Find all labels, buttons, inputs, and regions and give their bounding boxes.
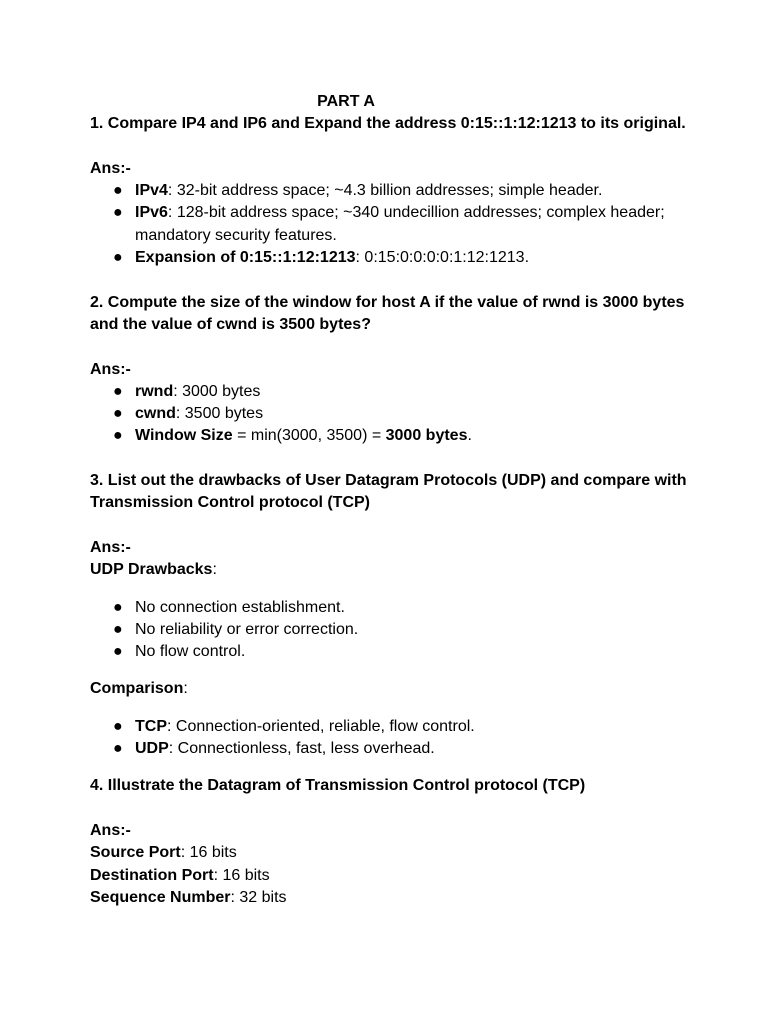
answer-label-2: Ans:-: [90, 360, 131, 378]
question-4: 4. Illustrate the Datagram of Transmission Control protocol (TCP): [90, 777, 586, 795]
udp-drawbacks-heading: UDP Drawbacks:: [90, 561, 217, 579]
comparison-list: [90, 716, 690, 761]
list-item: [90, 247, 690, 269]
list-item: [90, 425, 690, 447]
term-text: : 0:15:0:0:0:0:1:12:1213.: [355, 249, 530, 267]
comparison-heading: Comparison:: [90, 680, 188, 698]
list-item: ● No connection establishment.: [90, 597, 690, 619]
question-3: 3. List out the drawbacks of User Datagram Protocols (UDP) and compare with Transmission Control protocol (TCP): [90, 472, 687, 512]
term: Expansion of 0:15::1:12:1213: [135, 249, 356, 267]
bullet-icon: ●: [113, 740, 123, 758]
bullet-icon: ●: [113, 643, 123, 661]
page-title: PART A: [317, 93, 375, 110]
bullet-icon: ●: [113, 427, 123, 445]
answer-label-3: Ans:-: [90, 538, 131, 556]
list-item: [90, 202, 690, 247]
term: rwnd: [135, 382, 174, 400]
term: cwnd: [135, 405, 176, 423]
list-item: [90, 716, 690, 738]
bullet-icon: ●: [113, 405, 123, 423]
term-text: : 128-bit address space; ~340 undecillion addresses; complex header; mandatory security features.: [135, 204, 665, 244]
window-size-result: 3000 bytes: [385, 427, 468, 445]
term: IPv4: [135, 182, 168, 200]
list-item: [90, 381, 690, 403]
bullet-icon: ●: [113, 382, 123, 400]
term: IPv6: [135, 204, 168, 222]
term-text: : 3500 bytes: [175, 405, 264, 423]
term: UDP: [135, 740, 169, 758]
bullet-icon: ●: [113, 182, 123, 200]
list-item: ● No reliability or error correction.: [90, 619, 690, 641]
bullet-icon: ●: [113, 204, 123, 222]
question-2: 2. Compute the size of the window for host A if the value of rwnd is 3000 bytes and the value of cwnd is 3500 bytes?: [90, 293, 685, 333]
list-item: [90, 403, 690, 425]
term: Window Size: [135, 427, 233, 445]
list-item: ● No flow control.: [90, 641, 690, 663]
answer-label-1: Ans:-: [90, 159, 131, 177]
bullet-icon: ●: [113, 620, 123, 638]
tcp-field: Source Port: 16 bits: [90, 844, 237, 862]
bullet-icon: ●: [113, 598, 123, 616]
term-text: = min(3000, 3500) =: [232, 427, 386, 445]
bullet-icon: ●: [113, 717, 123, 735]
tcp-field: Sequence Number: 32 bits: [90, 888, 287, 906]
answer-label-4: Ans:-: [90, 821, 131, 839]
udp-drawbacks-list: [90, 597, 690, 664]
tcp-field: Destination Port: 16 bits: [90, 866, 270, 884]
term-text: : Connection-oriented, reliable, flow control.: [167, 717, 475, 735]
term-text: : 32-bit address space; ~4.3 billion addresses; simple header.: [167, 182, 603, 200]
answer-1-list: [90, 180, 690, 269]
term-tail: .: [467, 427, 472, 445]
term-text: : Connectionless, fast, less overhead.: [168, 740, 435, 758]
question-1: 1. Compare IP4 and IP6 and Expand the address 0:15::1:12:1213 to its original.: [90, 115, 686, 133]
term-text: : 3000 bytes: [173, 382, 261, 400]
document-page: [90, 91, 690, 909]
term: TCP: [135, 717, 167, 735]
list-item: [90, 738, 690, 760]
list-item: [90, 180, 690, 202]
bullet-icon: ●: [113, 249, 123, 267]
answer-2-list: [90, 381, 690, 448]
